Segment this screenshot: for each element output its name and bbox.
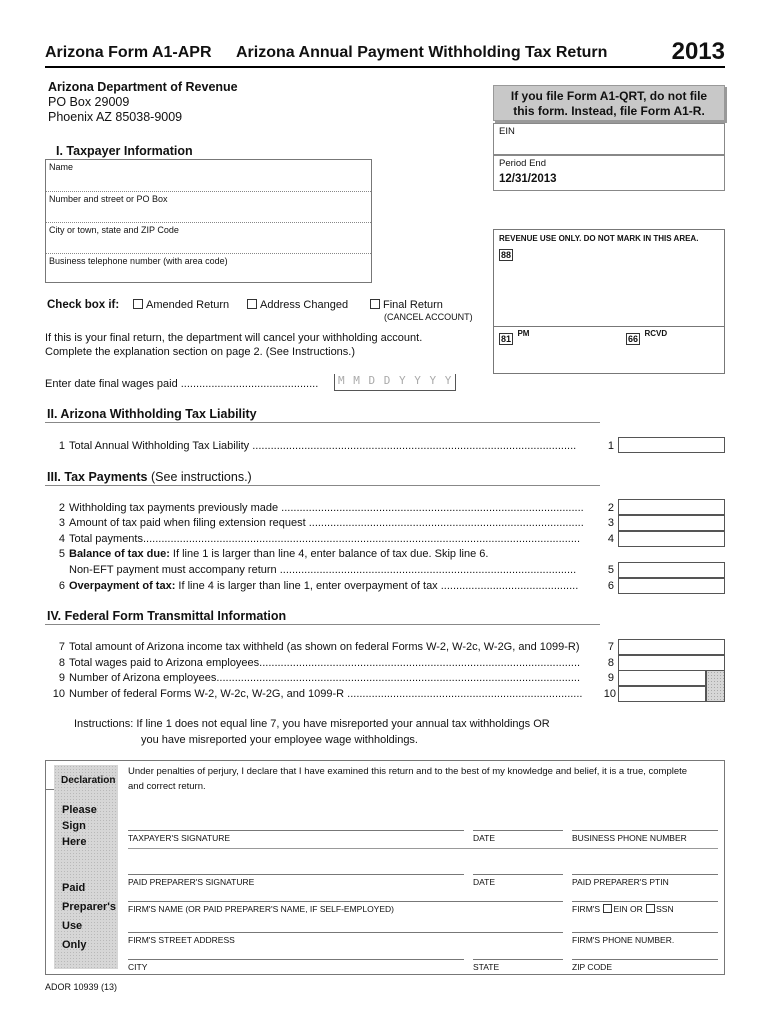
- line-5-box-number: 5: [607, 564, 614, 576]
- ein-checkbox[interactable]: [603, 904, 612, 913]
- taxpayer-date-field[interactable]: [473, 830, 563, 843]
- city-field[interactable]: [46, 222, 371, 253]
- revenue-divider: [494, 326, 724, 327]
- paid-text: Paid: [62, 882, 86, 894]
- line-7-number: 7: [58, 641, 65, 653]
- declaration-text1: Under penalties of perjury, I declare that I have examined this return and to the best of my knowledge and belief, it is a true, complete: [128, 766, 688, 777]
- line-10: [45, 688, 615, 700]
- line-4: [45, 533, 615, 545]
- line-9-count-input[interactable]: [618, 670, 706, 686]
- notice-line2: this form. Instead, file Form A1-R.: [513, 104, 705, 118]
- line-5: [45, 548, 615, 560]
- paid-preparers-use-only: [62, 879, 116, 955]
- line-4-text: Total payments...............................................................................................................................................: [69, 533, 581, 545]
- revenue-use-label: REVENUE USE ONLY. DO NOT MARK IN THIS AREA.: [499, 234, 699, 243]
- final-return-checkbox[interactable]: [370, 299, 380, 309]
- please-sign-here: [62, 802, 97, 850]
- period-end-label: Period End: [499, 158, 547, 169]
- address-line2: Phoenix AZ 85038-9009: [48, 110, 183, 124]
- line-9-text: Number of Arizona employees.......................................................................................................................: [69, 672, 581, 684]
- preparer-signature-label: PAID PREPARER'S SIGNATURE: [128, 877, 255, 887]
- line-2-amount-input[interactable]: [618, 499, 725, 515]
- period-end-value: 12/31/2013: [499, 173, 557, 185]
- address-changed-label: Address Changed: [260, 299, 349, 311]
- please-text: Please: [62, 804, 97, 816]
- revenue-use-area: [493, 229, 725, 374]
- section2-rule: [45, 422, 600, 423]
- preparer-signature-field[interactable]: [128, 874, 464, 887]
- final-wages-label: Enter date final wages paid .............................................: [45, 378, 319, 390]
- line-5-text: If line 1 is larger than line 4, enter balance of tax due. Skip line 6.: [169, 548, 489, 560]
- final-return-option[interactable]: [370, 298, 443, 312]
- line-10-text: Number of federal Forms W-2, W-2c, W-2G, and 1099-R .............................................................................: [69, 688, 583, 700]
- firm-id-field[interactable]: [572, 901, 718, 914]
- final-wages-date-input[interactable]: M M D D Y Y Y Y: [334, 374, 456, 391]
- line-10-number: 10: [52, 688, 65, 700]
- line-6-number: 6: [58, 580, 65, 592]
- line-3-text: Amount of tax paid when filing extension request ..........................................................................................: [69, 517, 584, 529]
- zip-code-field[interactable]: [572, 959, 718, 972]
- rcvd-label: RCVD: [644, 329, 668, 338]
- line-1-number: 1: [58, 440, 65, 452]
- line-6: [45, 580, 615, 592]
- line-1-amount-input[interactable]: [618, 437, 725, 453]
- line-1: [45, 440, 615, 452]
- line-3-amount-input[interactable]: [618, 515, 725, 531]
- line-7-amount-input[interactable]: [618, 639, 725, 655]
- firm-street-label: FIRM'S STREET ADDRESS: [128, 935, 235, 945]
- line-5-bold: Balance of tax due:: [69, 548, 170, 560]
- taxpayer-signature-field[interactable]: [128, 830, 464, 843]
- ssn-label: SSN: [656, 904, 674, 914]
- line-8-amount-input[interactable]: [618, 655, 725, 671]
- section2-title: II. Arizona Withholding Tax Liability: [47, 407, 257, 421]
- section3-title: [47, 470, 252, 484]
- line-9-number: 9: [58, 672, 65, 684]
- line-4-number: 4: [58, 533, 65, 545]
- form-title: Arizona Annual Payment Withholding Tax Return: [236, 44, 608, 61]
- section4-rule: [45, 624, 600, 625]
- preparer-ptin-label: PAID PREPARER'S PTIN: [572, 877, 669, 887]
- line-4-box-number: 4: [607, 533, 614, 545]
- taxpayer-date-label: DATE: [473, 833, 496, 843]
- final-note-line1: If this is your final return, the department will cancel your withholding account.: [45, 332, 423, 344]
- line-9: [45, 672, 615, 684]
- line-6-bold: Overpayment of tax:: [69, 580, 176, 592]
- amended-checkbox[interactable]: [133, 299, 143, 309]
- address-changed-checkbox[interactable]: [247, 299, 257, 309]
- preparer-ptin-field[interactable]: [572, 874, 718, 887]
- final-return-label: Final Return: [383, 299, 443, 311]
- only-text: Only: [62, 939, 87, 951]
- firm-name-label: FIRM'S NAME (OR PAID PREPARER'S NAME, IF SELF-EMPLOYED): [128, 904, 394, 914]
- line-3-number: 3: [58, 517, 65, 529]
- firm-name-field[interactable]: [128, 901, 563, 914]
- business-phone-field[interactable]: [572, 830, 718, 843]
- code-81: 81: [501, 334, 512, 344]
- section4-title: IV. Federal Form Transmittal Information: [47, 609, 287, 623]
- instructions-line2: you have misreported your employee wage withholdings.: [141, 734, 418, 746]
- city-field[interactable]: [128, 959, 464, 972]
- line-9-box-number: 9: [607, 672, 614, 684]
- header-rule: [45, 66, 725, 68]
- line-2: [45, 502, 615, 514]
- line-1-box-number: 1: [607, 440, 614, 452]
- declaration-sidebar: [54, 765, 118, 969]
- taxpayer-info-box: [45, 159, 372, 283]
- instructions-line1: Instructions: If line 1 does not equal line 7, you have misreported your annual tax withholdings OR: [74, 718, 550, 730]
- rcvd-stamp: [626, 329, 667, 347]
- firm-phone-field[interactable]: [572, 932, 718, 945]
- firm-phone-label: FIRM'S PHONE NUMBER.: [572, 935, 675, 945]
- line-2-box-number: 2: [607, 502, 614, 514]
- line-10-count-input[interactable]: [618, 686, 706, 702]
- address-line1: PO Box 29009: [48, 95, 130, 109]
- tax-year: 2013: [671, 38, 725, 65]
- here-text: Here: [62, 836, 87, 848]
- code-88: 88: [501, 250, 512, 260]
- ein-or-label: EIN OR: [613, 904, 643, 914]
- line-9-10-shaded-area: [706, 670, 725, 702]
- preparer-date-label: DATE: [473, 877, 496, 887]
- line-3: [45, 517, 615, 529]
- declaration-label: Declaration: [61, 775, 116, 786]
- amended-return-option[interactable]: [133, 298, 229, 312]
- phone-label: Business telephone number (with area code): [49, 256, 228, 266]
- street-label: Number and street or PO Box: [49, 194, 168, 204]
- cancel-account-note: (CANCEL ACCOUNT): [384, 312, 473, 322]
- form-code-footer: ADOR 10939 (13): [45, 982, 118, 992]
- ein-field[interactable]: [493, 123, 725, 155]
- department-address: [48, 80, 238, 125]
- declaration-panel: [45, 760, 725, 975]
- section3-rule: [45, 485, 600, 486]
- section1-title: I. Taxpayer Information: [56, 144, 193, 158]
- line-1-text: Total Annual Withholding Tax Liability ..........................................................................................................: [69, 440, 577, 452]
- declaration-text: [128, 764, 718, 794]
- notice-box: [493, 85, 725, 121]
- taxpayer-signature-label: TAXPAYER'S SIGNATURE: [128, 833, 231, 843]
- line-10-box-number: 10: [603, 688, 616, 700]
- phone-field[interactable]: [46, 253, 371, 282]
- address-changed-option[interactable]: [247, 298, 348, 312]
- name-label: Name: [49, 162, 74, 172]
- city-label: City or town, state and ZIP Code: [49, 225, 179, 235]
- state-field[interactable]: [473, 959, 563, 972]
- line-2-number: 2: [58, 502, 65, 514]
- line-8: [45, 657, 615, 669]
- notice-line1: If you file Form A1-QRT, do not file: [510, 89, 708, 103]
- use-text: Use: [62, 920, 83, 932]
- line-7: [45, 641, 615, 653]
- check-box-label: Check box if:: [47, 299, 120, 311]
- section3-title-text: III. Tax Payments: [47, 470, 148, 484]
- line-8-text: Total wages paid to Arizona employees.........................................................................................................: [69, 657, 581, 669]
- preparer-date-field[interactable]: [473, 874, 563, 887]
- firms-label: FIRM'S: [572, 904, 601, 914]
- line-2-text: Withholding tax payments previously made ...................................................................................................: [69, 502, 584, 514]
- line-6-box-number: 6: [607, 580, 614, 592]
- department-name: Arizona Department of Revenue: [48, 80, 238, 94]
- line-6-text: If line 4 is larger than line 1, enter overpayment of tax .............................................: [175, 580, 579, 592]
- line-4-amount-input[interactable]: [618, 531, 725, 547]
- city-label: CITY: [128, 962, 148, 972]
- line-7-text: Total amount of Arizona income tax withheld (as shown on federal Forms W-2, W-2c, W-2G, and 1099-R): [69, 641, 580, 653]
- pm-stamp: [499, 329, 529, 347]
- line-8-box-number: 8: [607, 657, 614, 669]
- line-3-box-number: 3: [607, 517, 614, 529]
- pm-label: PM: [517, 329, 530, 338]
- ssn-checkbox[interactable]: [646, 904, 655, 913]
- line-5-continued: [45, 564, 615, 576]
- street-field[interactable]: [46, 191, 371, 222]
- form-id: Arizona Form A1-APR: [45, 44, 212, 61]
- line-5-number: 5: [58, 548, 65, 560]
- line-6-amount-input[interactable]: [618, 578, 725, 594]
- zip-code-label: ZIP CODE: [572, 962, 612, 972]
- declaration-text2: and correct return.: [128, 781, 206, 792]
- state-label: STATE: [473, 962, 500, 972]
- line-8-number: 8: [58, 657, 65, 669]
- name-field[interactable]: [46, 160, 371, 191]
- section3-title-suffix: (See instructions.): [147, 470, 252, 484]
- period-end-field: [493, 155, 725, 191]
- final-note-line2: Complete the explanation section on page 2. (See Instructions.): [45, 346, 356, 358]
- line-7-box-number: 7: [607, 641, 614, 653]
- sign-text: Sign: [62, 820, 86, 832]
- amended-label: Amended Return: [146, 299, 230, 311]
- code-66: 66: [628, 334, 639, 344]
- line-5-amount-input[interactable]: [618, 562, 725, 578]
- line-5-cont-text: Non-EFT payment must accompany return .................................................................................................: [69, 564, 577, 576]
- firm-street-field[interactable]: [128, 932, 563, 945]
- preparers-text: Preparer's: [62, 901, 116, 913]
- final-return-note: [45, 331, 422, 359]
- ein-label: EIN: [499, 126, 515, 137]
- business-phone-label: BUSINESS PHONE NUMBER: [572, 833, 687, 843]
